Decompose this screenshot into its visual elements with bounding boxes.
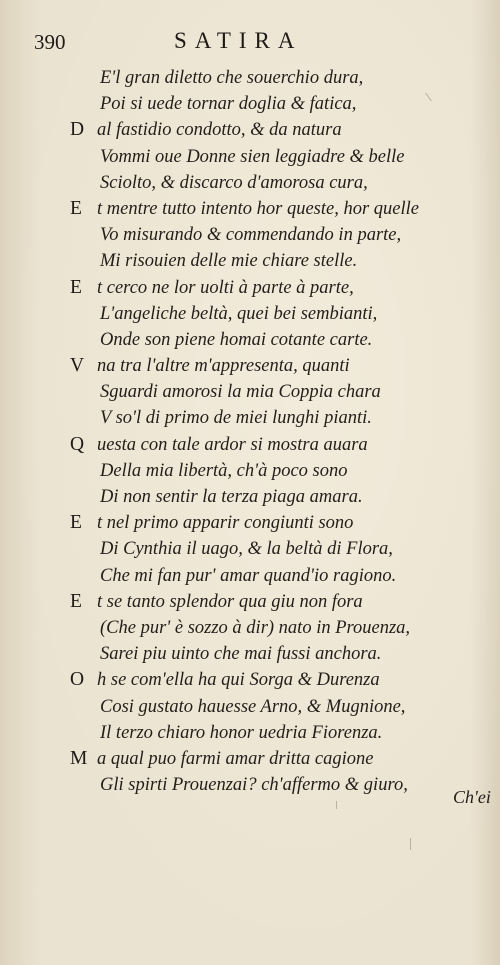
verse-text: na tra l'altre m'appresenta, quanti bbox=[97, 356, 350, 377]
verse-line bbox=[0, 720, 500, 746]
verse-line bbox=[0, 248, 500, 274]
stanza bbox=[0, 667, 500, 746]
stanza bbox=[0, 196, 500, 275]
verse-line bbox=[0, 170, 500, 196]
verse-text: Il terzo chiaro honor uedria Fiorenza. bbox=[100, 722, 383, 743]
stanza bbox=[0, 353, 500, 432]
verse-line bbox=[0, 91, 500, 117]
verse-text: V so'l di primo de miei lunghi pianti. bbox=[100, 408, 372, 429]
verse-text: E'l gran diletto che souerchio dura, bbox=[100, 68, 364, 88]
page-number: 390 bbox=[34, 30, 66, 54]
stanza-initial: V bbox=[70, 355, 85, 377]
stanza-initial: E bbox=[70, 197, 82, 219]
stanza-initial: D bbox=[70, 119, 85, 141]
stanza bbox=[0, 746, 500, 798]
verse-text: Poi si uede tornar doglia & fatica, bbox=[100, 94, 357, 115]
stanza-initial: E bbox=[70, 276, 82, 298]
catchword: Ch'ei bbox=[453, 787, 491, 807]
verse-text: h se com'ella ha qui Sorga & Durenza bbox=[97, 670, 380, 691]
verse-text: L'angeliche beltà, quei bei sembianti, bbox=[100, 303, 378, 324]
verse-text: Di Cynthia il uago, & la beltà di Flora, bbox=[100, 539, 393, 560]
verse-line bbox=[0, 379, 500, 405]
verse-text: Di non sentir la terza piaga amara. bbox=[100, 487, 363, 507]
verse-text: t nel primo apparir congiunti sono bbox=[97, 513, 354, 534]
verse-text: (Che pur' è sozzo à dir) nato in Prouenza, bbox=[100, 617, 411, 638]
verse-line bbox=[0, 65, 500, 91]
verse-line bbox=[0, 222, 500, 248]
verse-text: Mi risouien delle mie chiare stelle. bbox=[100, 251, 358, 272]
verse-text: Che mi fan pur' amar quand'io ragiono. bbox=[100, 565, 397, 586]
stanza bbox=[0, 432, 500, 511]
verse-line bbox=[0, 327, 500, 353]
stanza bbox=[0, 65, 500, 117]
verse-line bbox=[0, 458, 500, 484]
stanza-initial: M bbox=[70, 747, 88, 769]
stanza-initial: Q bbox=[70, 433, 85, 455]
verse-text: Sciolto, & discarco d'amorosa cura, bbox=[100, 172, 368, 193]
verse-line bbox=[0, 589, 500, 615]
stanza bbox=[0, 589, 500, 668]
verse-line bbox=[0, 694, 500, 720]
verse-text: Sguardi amorosi la mia Coppia chara bbox=[100, 382, 381, 403]
stanza-initial: E bbox=[70, 590, 82, 612]
verse-text: a qual puo farmi amar dritta cagione bbox=[97, 748, 374, 769]
verse-line bbox=[0, 275, 500, 301]
verse-line bbox=[0, 405, 500, 431]
verse-line bbox=[0, 641, 500, 667]
verse-text: Gli spirti Prouenzai? ch'affermo & giuro, bbox=[100, 775, 408, 796]
verse-line bbox=[0, 536, 500, 562]
verse-line bbox=[0, 772, 500, 798]
verse-line bbox=[0, 196, 500, 222]
stanza bbox=[0, 275, 500, 354]
verse-text: uesta con tale ardor si mostra auara bbox=[97, 434, 368, 455]
verse-line bbox=[0, 667, 500, 693]
verse-text: al fastidio condotto, & da natura bbox=[97, 120, 342, 141]
stanza-initial: E bbox=[70, 512, 82, 534]
verse-line bbox=[0, 117, 500, 143]
stanza-initial: O bbox=[70, 669, 85, 691]
verse-line bbox=[0, 484, 500, 510]
verse-text: Della mia libertà, ch'à poco sono bbox=[100, 460, 348, 481]
verse-line bbox=[0, 353, 500, 379]
verse-line bbox=[0, 432, 500, 458]
verse-line bbox=[0, 144, 500, 170]
verse-text: t cerco ne lor uolti à parte à parte, bbox=[97, 277, 354, 298]
verse-text: t se tanto splendor qua giu non fora bbox=[97, 591, 363, 612]
verse-text: Vo misurando & commendando in parte, bbox=[100, 225, 402, 246]
verse-text: t mentre tutto intento hor queste, hor quelle bbox=[97, 198, 419, 219]
verse-text: Sarei piu uinto che mai fussi anchora. bbox=[100, 644, 382, 665]
verse-line bbox=[0, 301, 500, 327]
page-header bbox=[34, 28, 476, 56]
verse-line bbox=[0, 510, 500, 536]
verse-line bbox=[0, 615, 500, 641]
running-head: SATIRA bbox=[174, 28, 303, 53]
verse-text: Cosi gustato hauesse Arno, & Mugnione, bbox=[100, 696, 406, 717]
verse-text: Onde son piene homai cotante carte. bbox=[100, 329, 373, 350]
paper-fleck bbox=[336, 801, 337, 809]
stanza bbox=[0, 510, 500, 589]
verse-text: Vommi oue Donne sien leggiadre & belle bbox=[100, 146, 405, 167]
verse-line bbox=[0, 563, 500, 589]
verse-line bbox=[0, 746, 500, 772]
paper-fleck bbox=[410, 838, 411, 850]
stanza bbox=[0, 117, 500, 196]
poem-body bbox=[0, 65, 500, 798]
